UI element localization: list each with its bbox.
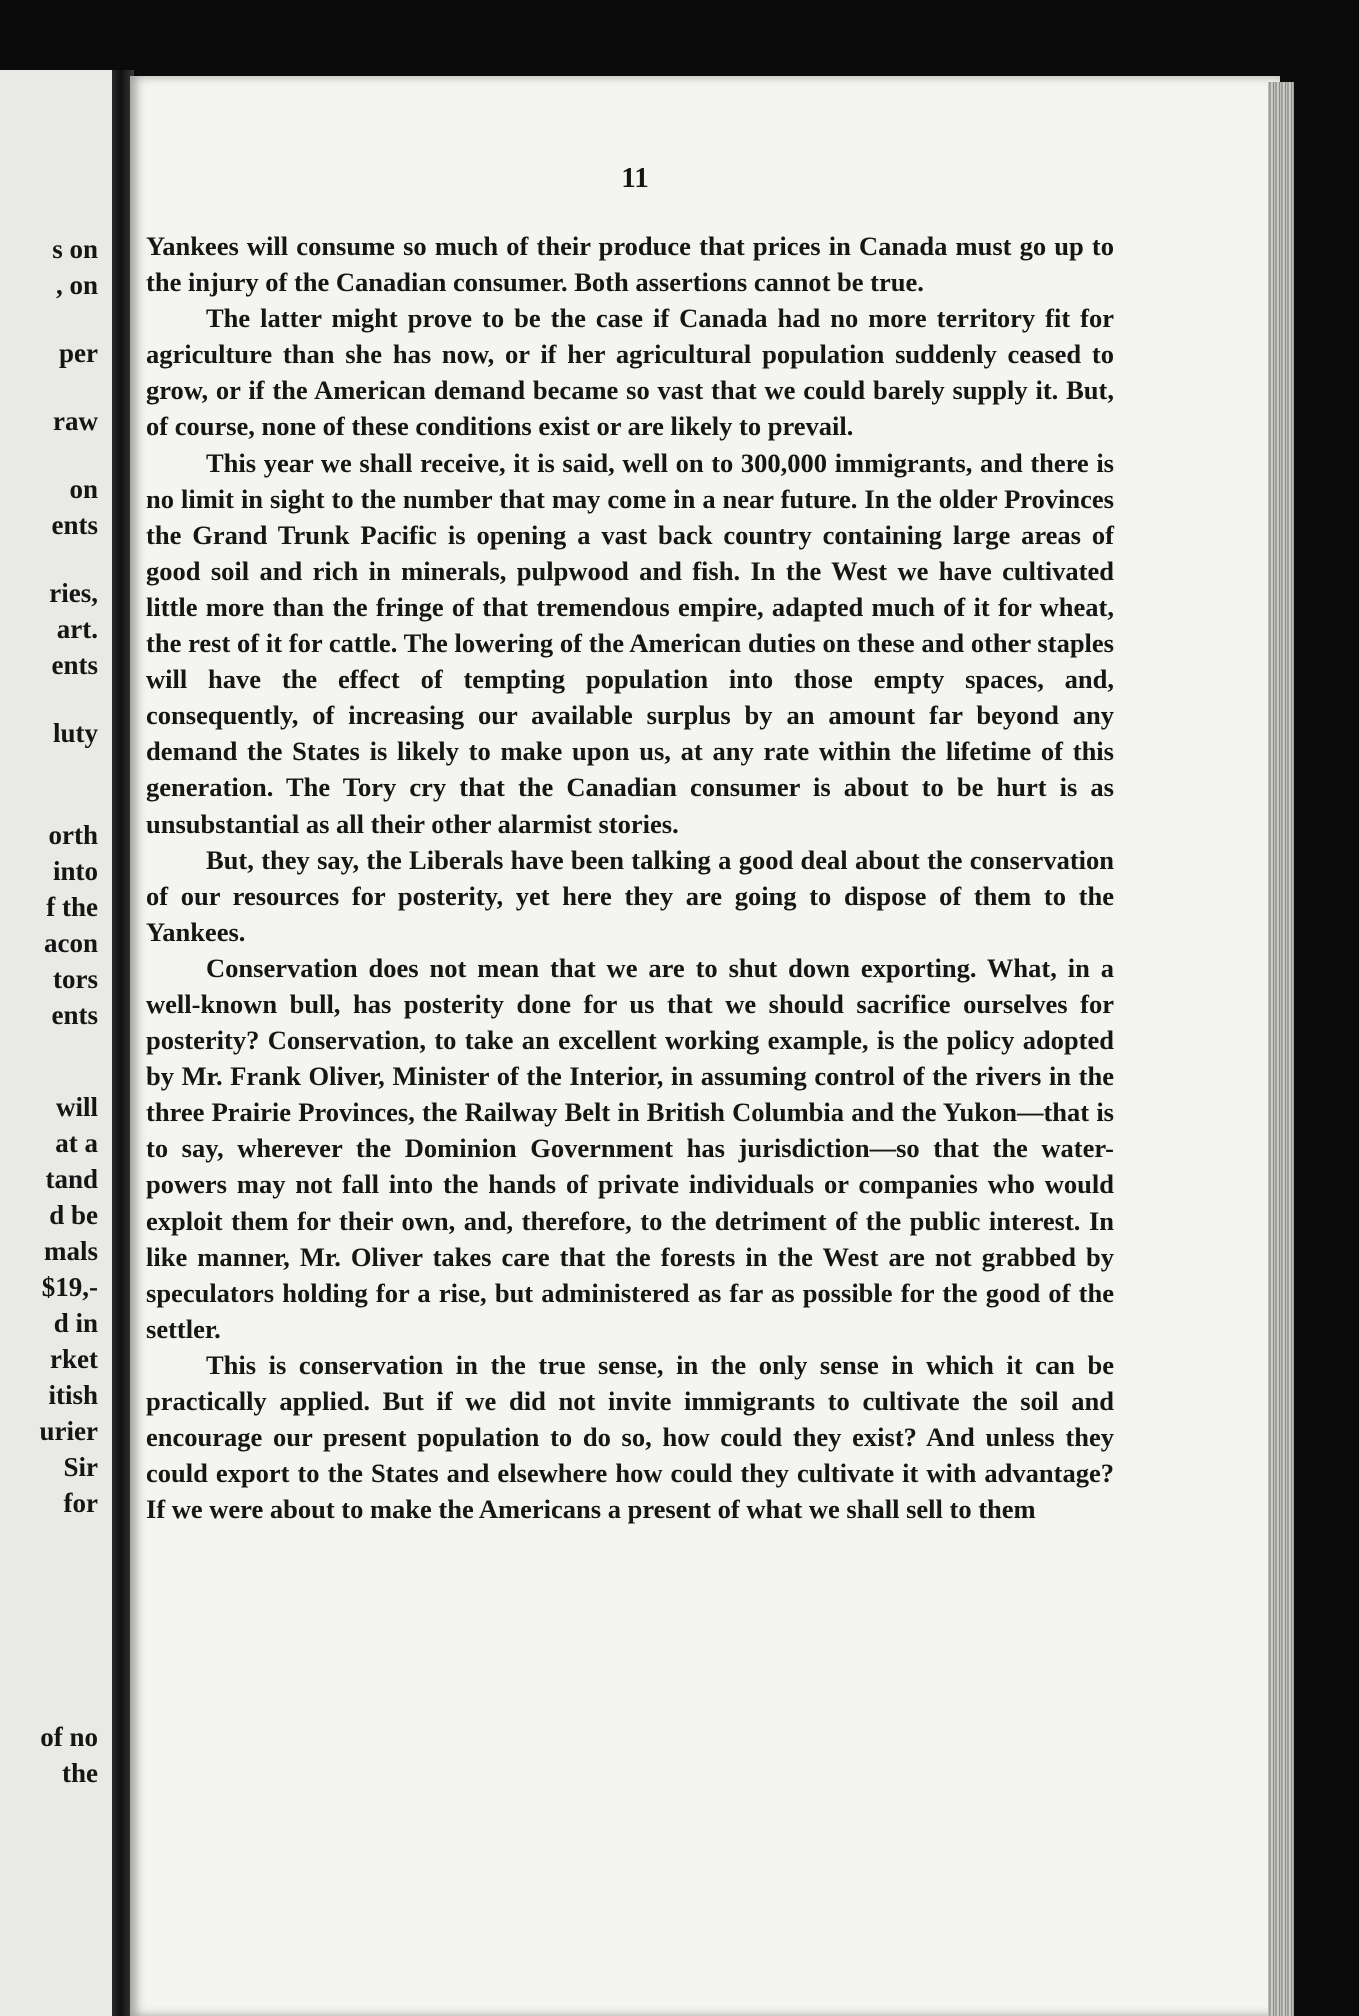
left-page-line: tors [53,964,98,994]
left-page-line: raw [53,406,98,436]
left-page-line: orth [48,820,98,850]
left-page-line: f the [46,892,98,922]
left-page-line: acon [44,928,98,958]
left-page-line: tand [45,1164,98,1194]
left-page-line: into [52,856,98,886]
paragraph: Yankees will consume so much of their produce that prices in Canada must go up to the injury of the Canadian consumer. Both assertions cannot be true. [146,231,1114,298]
left-page-line: Sir [63,1452,98,1482]
left-page-line: itish [48,1380,98,1410]
previous-page-fragment [0,70,112,2016]
left-page-line: at a [55,1128,98,1158]
paragraph: This year we shall receive, it is said, well on to 300,000 immigrants, and there is no limit in sight to the number that may come in a near future. In the older Provinces the Grand Trunk Pacific is opening a vast back country containing large areas of good soil and rich in minerals, pulpwood and fish. In the West we have cultivated little more than the fringe of that tremendous empire, adapted much of it for wheat, the rest of it for cattle. The lowering of the American duties on these and other staples will have the effect of tempting population into those empty spaces, and, consequently, of increasing our available surplus by an amount far beyond any demand the States is likely to make upon us, at any rate within the lifetime of this generation. The Tory cry that the Canadian consumer is about to be hurt is as unsubstantial as all their other alarmist stories. [146,447,1114,839]
page-number: 11 [621,162,649,194]
left-page-line: per [59,338,98,368]
paragraph: The latter might prove to be the case if Canada had no more territory fit for agriculture than she has now, or if her agricultural population suddenly ceased to grow, or if the American demand became so vast that we could barely supply it. But, of course, none of these conditions exist or are likely to prevail. [146,303,1114,442]
left-page-line: , on [55,270,98,300]
left-page-line: d in [53,1308,98,1338]
body-text [146,228,1114,1527]
left-page-line: $19,- [41,1272,98,1302]
left-page-line: art. [56,614,98,644]
left-page-line: ents [51,650,98,680]
left-page-line: will [55,1092,98,1122]
left-page-line: urier [39,1416,98,1446]
left-page-line: luty [52,718,98,748]
paragraph: But, they say, the Liberals have been talking a good deal about the conservation of our resources for posterity, yet here they are going to dispose of them to the Yankees. [146,844,1114,947]
left-page-line: mals [44,1236,98,1266]
left-page-line: d be [49,1200,98,1230]
left-page-line: rket [50,1344,98,1374]
left-page-line: ents [51,1000,98,1030]
left-page-line: ries, [49,578,98,608]
left-page-line: the [62,1758,98,1788]
left-page-line: for [63,1488,98,1518]
paragraph: Conservation does not mean that we are to shut down exporting. What, in a well-known bull, has posterity done for us that we should sacrifice ourselves for posterity? Conservation, to take an excellent working example, is the policy adopted by Mr. Frank Oliver, Minister of the Interior, in assuming control of the rivers in the three Prairie Provinces, the Railway Belt in British Columbia and the Yukon—that is to say, wherever the Dominion Government has jurisdiction—so that the water-powers may not fall into the hands of private individuals or companies who would exploit them for their own, and, therefore, to the detriment of the public interest. In like manner, Mr. Oliver takes care that the forests in the West are not grabbed by speculators holding for a rise, but administered as far as possible for the good of the settler. [146,952,1114,1344]
left-page-line: on [69,474,98,504]
left-page-line: s on [52,234,98,264]
page-edges [1268,82,1294,2016]
left-page-line: ents [51,510,98,540]
left-page-line: of no [40,1722,98,1752]
paragraph: This is conservation in the true sense, in the only sense in which it can be practically applied. But if we did not invite immigrants to cultivate the soil and encourage our present population to do so, how could they exist? And unless they could export to the States and elsewhere how could they cultivate it with advantage? If we were about to make the Americans a present of what we shall sell to them [146,1349,1114,1525]
